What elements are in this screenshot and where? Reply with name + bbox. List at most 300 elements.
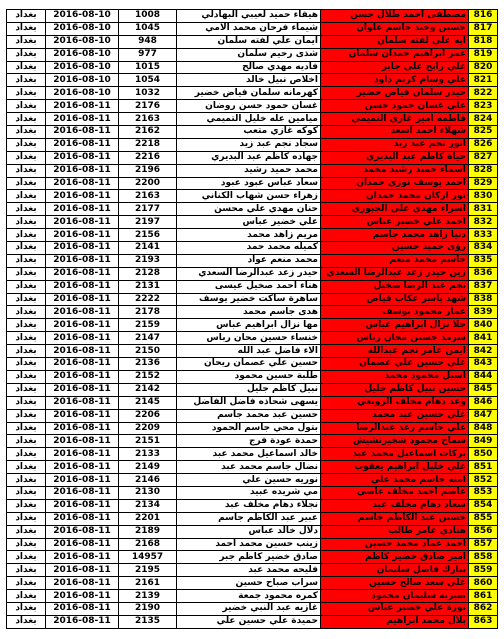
primary-name-cell: دنيا زاهد محمد جاسم bbox=[321, 229, 469, 242]
sequence-number-cell: 830 bbox=[469, 190, 498, 203]
primary-name-cell: احمد يوسف نوري حمدان bbox=[321, 177, 469, 190]
secondary-name-cell: بتول محي جاسم الحمود bbox=[177, 422, 321, 435]
city-cell: بغداد bbox=[7, 10, 46, 23]
table-row bbox=[7, 177, 498, 190]
secondary-name-cell: ساهرة ساكت خضير يوسف bbox=[177, 293, 321, 306]
table-row bbox=[7, 35, 498, 48]
secondary-name-cell: محمد حميد رشيد bbox=[177, 164, 321, 177]
table-row bbox=[7, 293, 498, 306]
sequence-number-cell: 817 bbox=[469, 22, 498, 35]
city-cell: بغداد bbox=[7, 306, 46, 319]
sequence-number-cell: 857 bbox=[469, 538, 498, 551]
date-cell: 2016-08-11 bbox=[46, 254, 119, 267]
date-cell: 2016-08-11 bbox=[46, 435, 119, 448]
secondary-name-cell: حسين عبد محمد جاسم bbox=[177, 409, 321, 422]
city-cell: بغداد bbox=[7, 474, 46, 487]
primary-name-cell: بركات اسماعيل محمد عبد bbox=[321, 448, 469, 461]
sequence-number-cell: 844 bbox=[469, 370, 498, 383]
records-table bbox=[6, 9, 498, 629]
primary-name-cell: حسين وحيد جاسم علوان bbox=[321, 22, 469, 35]
code-cell: 2163 bbox=[119, 113, 177, 126]
primary-name-cell: مصطفى احمد طلال حسن bbox=[321, 10, 469, 23]
code-cell: 1054 bbox=[119, 74, 177, 87]
date-cell: 2016-08-10 bbox=[46, 35, 119, 48]
primary-name-cell: حلا نزال ابراهيم عباس bbox=[321, 319, 469, 332]
records-sheet bbox=[6, 9, 497, 629]
secondary-name-cell: عبير عبد الكاظم جاسم bbox=[177, 512, 321, 525]
code-cell: 2145 bbox=[119, 396, 177, 409]
date-cell: 2016-08-11 bbox=[46, 113, 119, 126]
city-cell: بغداد bbox=[7, 564, 46, 577]
secondary-name-cell: كوكه غازي متعب bbox=[177, 126, 321, 139]
code-cell: 2161 bbox=[119, 577, 177, 590]
city-cell: بغداد bbox=[7, 448, 46, 461]
city-cell: بغداد bbox=[7, 435, 46, 448]
code-cell: 2135 bbox=[119, 615, 177, 628]
sequence-number-cell: 863 bbox=[469, 615, 498, 628]
date-cell: 2016-08-10 bbox=[46, 74, 119, 87]
code-cell: 2163 bbox=[119, 190, 177, 203]
sequence-number-cell: 821 bbox=[469, 74, 498, 87]
date-cell: 2016-08-10 bbox=[46, 87, 119, 100]
sequence-number-cell: 860 bbox=[469, 577, 498, 590]
city-cell: بغداد bbox=[7, 280, 46, 293]
primary-name-cell: سماح محمود شخيرنشيش bbox=[321, 435, 469, 448]
date-cell: 2016-08-11 bbox=[46, 551, 119, 564]
code-cell: 2176 bbox=[119, 100, 177, 113]
table-row bbox=[7, 512, 498, 525]
sequence-number-cell: 836 bbox=[469, 267, 498, 280]
date-cell: 2016-08-11 bbox=[46, 409, 119, 422]
city-cell: بغداد bbox=[7, 396, 46, 409]
table-row bbox=[7, 254, 498, 267]
secondary-name-cell: حيدر زعد عبدالرضا السعدي bbox=[177, 267, 321, 280]
date-cell: 2016-08-11 bbox=[46, 177, 119, 190]
code-cell: 2178 bbox=[119, 306, 177, 319]
table-row bbox=[7, 435, 498, 448]
date-cell: 2016-08-11 bbox=[46, 267, 119, 280]
table-row bbox=[7, 486, 498, 499]
secondary-name-cell: شذى رحيم سلمان bbox=[177, 48, 321, 61]
secondary-name-cell: سراب صباح حسين bbox=[177, 577, 321, 590]
code-cell: 2195 bbox=[119, 564, 177, 577]
code-cell: 2139 bbox=[119, 590, 177, 603]
table-row bbox=[7, 602, 498, 615]
date-cell: 2016-08-11 bbox=[46, 512, 119, 525]
code-cell: 2134 bbox=[119, 499, 177, 512]
sequence-number-cell: 835 bbox=[469, 254, 498, 267]
secondary-name-cell: غسان حمود حسن روضان bbox=[177, 100, 321, 113]
code-cell: 2189 bbox=[119, 525, 177, 538]
secondary-name-cell: زينب حسين محمد احمد bbox=[177, 538, 321, 551]
table-row bbox=[7, 358, 498, 371]
city-cell: بغداد bbox=[7, 525, 46, 538]
table-row bbox=[7, 151, 498, 164]
primary-name-cell: شهد ياسر عكاب فياض bbox=[321, 293, 469, 306]
secondary-name-cell: هيفاء حميد لعيبي البهادلي bbox=[177, 10, 321, 23]
city-cell: بغداد bbox=[7, 512, 46, 525]
secondary-name-cell: زهراء حسن شهاب الكناني bbox=[177, 190, 321, 203]
primary-name-cell: احمد عماد محمد حسين bbox=[321, 538, 469, 551]
date-cell: 2016-08-11 bbox=[46, 164, 119, 177]
code-cell: 1015 bbox=[119, 61, 177, 74]
table-row bbox=[7, 229, 498, 242]
primary-name-cell: احمد علي خضير عباس bbox=[321, 216, 469, 229]
date-cell: 2016-08-11 bbox=[46, 474, 119, 487]
date-cell: 2016-08-11 bbox=[46, 538, 119, 551]
code-cell: 2218 bbox=[119, 138, 177, 151]
secondary-name-cell: طلبة حسين محمود bbox=[177, 370, 321, 383]
primary-name-cell: حسين عبد الكاظم جاسم bbox=[321, 512, 469, 525]
code-cell: 1032 bbox=[119, 87, 177, 100]
city-cell: بغداد bbox=[7, 551, 46, 564]
primary-name-cell: علي سعد صالح حسين bbox=[321, 577, 469, 590]
primary-name-cell: ايه علي لفته سلمان bbox=[321, 35, 469, 48]
city-cell: بغداد bbox=[7, 602, 46, 615]
primary-name-cell: عمر ابراهيم حمدان سلمان bbox=[321, 48, 469, 61]
code-cell: 2131 bbox=[119, 280, 177, 293]
sequence-number-cell: 827 bbox=[469, 151, 498, 164]
secondary-name-cell: هدى جاسم محمد bbox=[177, 306, 321, 319]
table-row bbox=[7, 615, 498, 628]
code-cell: 2177 bbox=[119, 203, 177, 216]
date-cell: 2016-08-11 bbox=[46, 203, 119, 216]
sequence-number-cell: 861 bbox=[469, 590, 498, 603]
secondary-name-cell: حنان مهدي علي محسن bbox=[177, 203, 321, 216]
primary-name-cell: نورة علي خضير عباس bbox=[321, 602, 469, 615]
table-row bbox=[7, 461, 498, 474]
code-cell: 1045 bbox=[119, 22, 177, 35]
sequence-number-cell: 839 bbox=[469, 306, 498, 319]
primary-name-cell: صبريه سليمان محمود bbox=[321, 590, 469, 603]
table-row bbox=[7, 577, 498, 590]
city-cell: بغداد bbox=[7, 177, 46, 190]
secondary-name-cell: نوريه حسين علي bbox=[177, 474, 321, 487]
secondary-name-cell: كهرمانه سلمان فياض خضير bbox=[177, 87, 321, 100]
date-cell: 2016-08-11 bbox=[46, 306, 119, 319]
table-row bbox=[7, 10, 498, 23]
table-row bbox=[7, 87, 498, 100]
sequence-number-cell: 849 bbox=[469, 435, 498, 448]
table-row bbox=[7, 164, 498, 177]
date-cell: 2016-08-11 bbox=[46, 151, 119, 164]
secondary-name-cell: الاء فاضل عبد الله bbox=[177, 345, 321, 358]
code-cell: 2156 bbox=[119, 229, 177, 242]
date-cell: 2016-08-11 bbox=[46, 383, 119, 396]
sequence-number-cell: 848 bbox=[469, 422, 498, 435]
secondary-name-cell: محمد منعم عواد bbox=[177, 254, 321, 267]
secondary-name-cell: شيماء فرحان محمد الامي bbox=[177, 22, 321, 35]
sequence-number-cell: 842 bbox=[469, 345, 498, 358]
secondary-name-cell: مي شريده عبيد bbox=[177, 486, 321, 499]
primary-name-cell: علي حسين علي عصمان bbox=[321, 358, 469, 371]
sequence-number-cell: 838 bbox=[469, 293, 498, 306]
table-row bbox=[7, 242, 498, 255]
city-cell: بغداد bbox=[7, 254, 46, 267]
code-cell: 2146 bbox=[119, 474, 177, 487]
date-cell: 2016-08-11 bbox=[46, 448, 119, 461]
city-cell: بغداد bbox=[7, 87, 46, 100]
city-cell: بغداد bbox=[7, 486, 46, 499]
primary-name-cell: حياة كاظم عبد البديري bbox=[321, 151, 469, 164]
date-cell: 2016-08-11 bbox=[46, 577, 119, 590]
primary-name-cell: سرمد حسين محان رباس bbox=[321, 332, 469, 345]
table-row bbox=[7, 538, 498, 551]
secondary-name-cell: كمره محمود جمعة bbox=[177, 590, 321, 603]
code-cell: 2201 bbox=[119, 512, 177, 525]
primary-name-cell: امير صادق خضير كاظم bbox=[321, 551, 469, 564]
primary-name-cell: علي رابح علي جابر bbox=[321, 61, 469, 74]
date-cell: 2016-08-11 bbox=[46, 242, 119, 255]
secondary-name-cell: علي خضير عباس bbox=[177, 216, 321, 229]
table-row bbox=[7, 267, 498, 280]
code-cell: 2168 bbox=[119, 538, 177, 551]
table-row bbox=[7, 48, 498, 61]
table-row bbox=[7, 138, 498, 151]
code-cell: 2151 bbox=[119, 435, 177, 448]
primary-name-cell: اسيل محمود محمد bbox=[321, 370, 469, 383]
date-cell: 2016-08-11 bbox=[46, 319, 119, 332]
code-cell: 2159 bbox=[119, 319, 177, 332]
secondary-name-cell: اخلاص نبيل خالد bbox=[177, 74, 321, 87]
city-cell: بغداد bbox=[7, 229, 46, 242]
secondary-name-cell: نضال جاسم محمد عبد bbox=[177, 461, 321, 474]
secondary-name-cell: كميله محمد حمد bbox=[177, 242, 321, 255]
secondary-name-cell: حمدة عودة فرج bbox=[177, 435, 321, 448]
sequence-number-cell: 858 bbox=[469, 551, 498, 564]
code-cell: 2206 bbox=[119, 409, 177, 422]
sequence-number-cell: 853 bbox=[469, 486, 498, 499]
sequence-number-cell: 834 bbox=[469, 242, 498, 255]
primary-name-cell: اسماء حميد رشيد محمد bbox=[321, 164, 469, 177]
table-row bbox=[7, 590, 498, 603]
table-row bbox=[7, 448, 498, 461]
date-cell: 2016-08-11 bbox=[46, 280, 119, 293]
table-row bbox=[7, 61, 498, 74]
primary-name-cell: انور نجم عبد زيد bbox=[321, 138, 469, 151]
sequence-number-cell: 862 bbox=[469, 602, 498, 615]
code-cell: 2209 bbox=[119, 422, 177, 435]
city-cell: بغداد bbox=[7, 48, 46, 61]
sequence-number-cell: 822 bbox=[469, 87, 498, 100]
sequence-number-cell: 850 bbox=[469, 448, 498, 461]
table-row bbox=[7, 396, 498, 409]
city-cell: بغداد bbox=[7, 461, 46, 474]
secondary-name-cell: فليحه محمد عبد bbox=[177, 564, 321, 577]
date-cell: 2016-08-11 bbox=[46, 525, 119, 538]
sequence-number-cell: 859 bbox=[469, 564, 498, 577]
sequence-number-cell: 833 bbox=[469, 229, 498, 242]
secondary-name-cell: مها نزال ابراهيم عباس bbox=[177, 319, 321, 332]
sequence-number-cell: 832 bbox=[469, 216, 498, 229]
table-row bbox=[7, 345, 498, 358]
secondary-name-cell: سعاد عباس عبود عبود bbox=[177, 177, 321, 190]
date-cell: 2016-08-11 bbox=[46, 190, 119, 203]
code-cell: 2136 bbox=[119, 358, 177, 371]
code-cell: 2142 bbox=[119, 383, 177, 396]
date-cell: 2016-08-11 bbox=[46, 461, 119, 474]
city-cell: بغداد bbox=[7, 190, 46, 203]
code-cell: 1008 bbox=[119, 10, 177, 23]
table-row bbox=[7, 319, 498, 332]
code-cell: 2162 bbox=[119, 126, 177, 139]
primary-name-cell: وعد دهام مخلف الزوبعي bbox=[321, 396, 469, 409]
table-row bbox=[7, 370, 498, 383]
sequence-number-cell: 855 bbox=[469, 512, 498, 525]
sequence-number-cell: 852 bbox=[469, 474, 498, 487]
code-cell: 2193 bbox=[119, 254, 177, 267]
secondary-name-cell: فاديه مهدي صالح bbox=[177, 61, 321, 74]
code-cell: 2150 bbox=[119, 345, 177, 358]
city-cell: بغداد bbox=[7, 358, 46, 371]
table-row bbox=[7, 525, 498, 538]
secondary-name-cell: هناء احمد صخيل عيسى bbox=[177, 280, 321, 293]
sequence-number-cell: 826 bbox=[469, 138, 498, 151]
code-cell: 2149 bbox=[119, 461, 177, 474]
primary-name-cell: علي جاسم زعد عبدالرضا bbox=[321, 422, 469, 435]
secondary-name-cell: مريم زاهد محمد bbox=[177, 229, 321, 242]
date-cell: 2016-08-11 bbox=[46, 345, 119, 358]
city-cell: بغداد bbox=[7, 113, 46, 126]
code-cell: 2216 bbox=[119, 151, 177, 164]
city-cell: بغداد bbox=[7, 74, 46, 87]
city-cell: بغداد bbox=[7, 216, 46, 229]
secondary-name-cell: غازيه عبد النبي خضير bbox=[177, 602, 321, 615]
date-cell: 2016-08-11 bbox=[46, 486, 119, 499]
primary-name-cell: حيدر سلمان فياض خضير bbox=[321, 87, 469, 100]
secondary-name-cell: دلال خالد عباس bbox=[177, 525, 321, 538]
primary-name-cell: هنادي عامر طالب bbox=[321, 525, 469, 538]
sequence-number-cell: 847 bbox=[469, 409, 498, 422]
sequence-number-cell: 825 bbox=[469, 126, 498, 139]
date-cell: 2016-08-11 bbox=[46, 358, 119, 371]
secondary-name-cell: حميدة علي حسين علي bbox=[177, 615, 321, 628]
sequence-number-cell: 816 bbox=[469, 10, 498, 23]
sequence-number-cell: 840 bbox=[469, 319, 498, 332]
table-row bbox=[7, 74, 498, 87]
sequence-number-cell: 846 bbox=[469, 396, 498, 409]
secondary-name-cell: ايمان علي لفته سلمان bbox=[177, 35, 321, 48]
sequence-number-cell: 829 bbox=[469, 177, 498, 190]
city-cell: بغداد bbox=[7, 615, 46, 628]
city-cell: بغداد bbox=[7, 22, 46, 35]
secondary-name-cell: نبيل كاظم جليل bbox=[177, 383, 321, 396]
city-cell: بغداد bbox=[7, 267, 46, 280]
city-cell: بغداد bbox=[7, 590, 46, 603]
code-cell: 2190 bbox=[119, 602, 177, 615]
code-cell: 2152 bbox=[119, 370, 177, 383]
primary-name-cell: ايمن عامر نجم عبدالله bbox=[321, 345, 469, 358]
city-cell: بغداد bbox=[7, 242, 46, 255]
table-row bbox=[7, 22, 498, 35]
code-cell: 2133 bbox=[119, 448, 177, 461]
date-cell: 2016-08-11 bbox=[46, 615, 119, 628]
table-row bbox=[7, 564, 498, 577]
code-cell: 2130 bbox=[119, 486, 177, 499]
table-row bbox=[7, 280, 498, 293]
city-cell: بغداد bbox=[7, 370, 46, 383]
secondary-name-cell: ميامين عله خليل التميمي bbox=[177, 113, 321, 126]
table-row bbox=[7, 383, 498, 396]
sequence-number-cell: 818 bbox=[469, 35, 498, 48]
primary-name-cell: اسراء مهدي علي الجبوري bbox=[321, 203, 469, 216]
code-cell: 948 bbox=[119, 35, 177, 48]
date-cell: 2016-08-11 bbox=[46, 422, 119, 435]
city-cell: بغداد bbox=[7, 577, 46, 590]
city-cell: بغداد bbox=[7, 164, 46, 177]
primary-name-cell: تبارك فاضل سليمان bbox=[321, 564, 469, 577]
city-cell: بغداد bbox=[7, 61, 46, 74]
records-table-body bbox=[7, 10, 498, 629]
primary-name-cell: امنه جاسم محمد علي bbox=[321, 474, 469, 487]
code-cell: 2222 bbox=[119, 293, 177, 306]
sequence-number-cell: 856 bbox=[469, 525, 498, 538]
sequence-number-cell: 820 bbox=[469, 61, 498, 74]
table-row bbox=[7, 409, 498, 422]
primary-name-cell: جاسم محمد منعم bbox=[321, 254, 469, 267]
code-cell: 2197 bbox=[119, 216, 177, 229]
sequence-number-cell: 837 bbox=[469, 280, 498, 293]
secondary-name-cell: يسهى شحاذه فاضل الفاضل bbox=[177, 396, 321, 409]
primary-name-cell: بلال محمد ابراهيم bbox=[321, 615, 469, 628]
primary-name-cell: عمار محمود يوسف bbox=[321, 306, 469, 319]
date-cell: 2016-08-10 bbox=[46, 22, 119, 35]
primary-name-cell: نجم عبد الرضا صخيل bbox=[321, 280, 469, 293]
city-cell: بغداد bbox=[7, 319, 46, 332]
date-cell: 2016-08-11 bbox=[46, 564, 119, 577]
table-row bbox=[7, 216, 498, 229]
table-row bbox=[7, 474, 498, 487]
city-cell: بغداد bbox=[7, 126, 46, 139]
table-row bbox=[7, 551, 498, 564]
sequence-number-cell: 854 bbox=[469, 499, 498, 512]
table-row bbox=[7, 126, 498, 139]
code-cell: 2200 bbox=[119, 177, 177, 190]
date-cell: 2016-08-11 bbox=[46, 590, 119, 603]
code-cell: 2141 bbox=[119, 242, 177, 255]
date-cell: 2016-08-11 bbox=[46, 229, 119, 242]
date-cell: 2016-08-11 bbox=[46, 138, 119, 151]
city-cell: بغداد bbox=[7, 332, 46, 345]
sequence-number-cell: 831 bbox=[469, 203, 498, 216]
sequence-number-cell: 824 bbox=[469, 113, 498, 126]
table-row bbox=[7, 190, 498, 203]
code-cell: 2128 bbox=[119, 267, 177, 280]
city-cell: بغداد bbox=[7, 422, 46, 435]
sequence-number-cell: 828 bbox=[469, 164, 498, 177]
table-row bbox=[7, 499, 498, 512]
primary-name-cell: علي غسان حمود حسن bbox=[321, 100, 469, 113]
date-cell: 2016-08-11 bbox=[46, 126, 119, 139]
primary-name-cell: زين حيدر زعد عبدالرضا السعدي bbox=[321, 267, 469, 280]
city-cell: بغداد bbox=[7, 100, 46, 113]
city-cell: بغداد bbox=[7, 138, 46, 151]
city-cell: بغداد bbox=[7, 293, 46, 306]
city-cell: بغداد bbox=[7, 383, 46, 396]
date-cell: 2016-08-11 bbox=[46, 370, 119, 383]
sequence-number-cell: 851 bbox=[469, 461, 498, 474]
city-cell: بغداد bbox=[7, 151, 46, 164]
primary-name-cell: سعاد دهام مخلف عبد bbox=[321, 499, 469, 512]
secondary-name-cell: صادق خضير كاظم جبر bbox=[177, 551, 321, 564]
primary-name-cell: رؤى حميد حسين bbox=[321, 242, 469, 255]
date-cell: 2016-08-11 bbox=[46, 499, 119, 512]
city-cell: بغداد bbox=[7, 538, 46, 551]
primary-name-cell: شهلاء احمد اسعد bbox=[321, 126, 469, 139]
secondary-name-cell: حسين علي عصمان ريحان bbox=[177, 358, 321, 371]
code-cell: 977 bbox=[119, 48, 177, 61]
primary-name-cell: نور اركان محمد حمدان bbox=[321, 190, 469, 203]
